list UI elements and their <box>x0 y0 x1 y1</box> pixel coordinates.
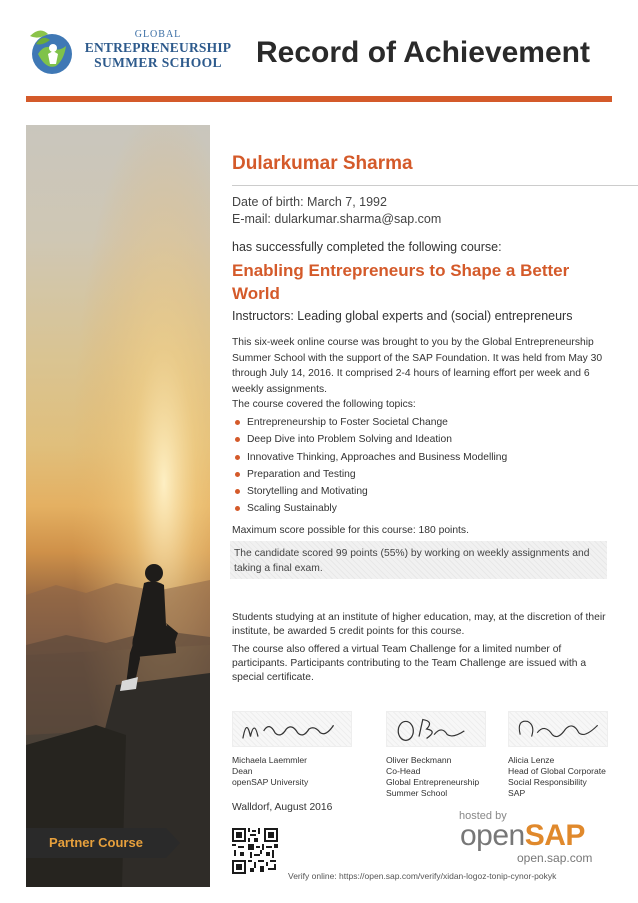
hosted-by-label: hosted by <box>459 810 507 822</box>
signatory-org: Social Responsibility <box>508 777 587 787</box>
completed-statement: has successfully completed the following course: <box>232 240 502 254</box>
bullet-icon <box>235 506 240 511</box>
signatory-name: Michaela Laemmler <box>232 755 307 765</box>
recipient-name: Dularkumar Sharma <box>232 153 413 174</box>
logo-wordmark <box>83 30 233 69</box>
topic-label: Innovative Thinking, Approaches and Business Modelling <box>247 451 508 463</box>
topic-label: Storytelling and Motivating <box>247 486 368 498</box>
credit-points-note: Students studying at an institute of higher education, may, at the discretion of their institute, be awarded 5 credit points for this course. <box>232 612 606 637</box>
team-challenge-note: The course also offered a virtual Team Challenge for a limited number of participants. Participants contributing to the Team Challenge are issued with a special certificate. <box>232 644 587 683</box>
signatory-org: openSAP University <box>232 777 309 787</box>
score-result: The candidate scored 99 points (55%) by working on weekly assignments and taking a final exam. <box>230 541 607 579</box>
signatory-role: Co-Head <box>386 766 421 776</box>
bullet-icon <box>235 455 240 460</box>
opensap-logo-open: open <box>460 819 525 852</box>
date-of-birth: Date of birth: March 7, 1992 <box>232 195 387 209</box>
logo-line-global: GLOBAL <box>134 29 182 40</box>
topic-label: Entrepreneurship to Foster Societal Change <box>247 417 448 428</box>
topic-label: Scaling Sustainably <box>247 503 337 515</box>
opensap-logo-sap: SAP <box>524 819 585 852</box>
logo-line-summer-school: SUMMER SCHOOL <box>94 54 222 70</box>
signature-lenze-icon <box>509 712 607 746</box>
signature-laemmler-icon <box>233 712 351 746</box>
bullet-icon <box>235 420 240 425</box>
signatory-role: Head of Global Corporate <box>508 766 606 776</box>
globe-leaf-icon <box>26 24 80 78</box>
signature-laemmler <box>232 711 352 747</box>
list-item <box>232 431 507 448</box>
name-divider <box>232 185 638 186</box>
school-logo <box>26 22 232 80</box>
course-description: This six-week online course was brought to you by the Global Entrepreneurship Summer School with the support of the SAP Foundation. It was held from May 30 through July 14, 2016. It comprised 2-4 hours of learning effort per week and 6 weekly assignments. <box>232 337 603 395</box>
signatory-lenze <box>508 755 606 799</box>
topic-label: Deep Dive into Problem Solving and Ideation <box>247 434 452 446</box>
silhouette-illustration <box>26 125 210 887</box>
page-title: Record of Achievement <box>256 36 590 69</box>
bullet-icon <box>235 489 240 494</box>
bullet-icon <box>235 472 240 477</box>
list-item <box>232 449 507 466</box>
list-item <box>232 466 507 483</box>
header-divider <box>26 96 612 102</box>
list-item <box>232 483 507 500</box>
signature-beckmann-icon <box>387 712 485 746</box>
signatory-role: Dean <box>232 766 253 776</box>
partner-course-badge: Partner Course <box>26 828 166 858</box>
bullet-icon <box>235 437 240 442</box>
signature-lenze <box>508 711 608 747</box>
topics-list <box>232 414 507 518</box>
verify-link[interactable]: Verify online: https://open.sap.com/verify/xidan-logoz-tonip-cynor-pokyk <box>288 871 557 881</box>
topic-label: Preparation and Testing <box>247 468 356 480</box>
recipient-email: E-mail: dularkumar.sharma@sap.com <box>232 212 442 226</box>
signatory-org: Global Entrepreneurship <box>386 777 480 787</box>
logo-line-entrepreneurship: ENTREPRENEURSHIP <box>84 40 232 55</box>
qr-code-icon[interactable] <box>232 828 278 874</box>
opensap-url[interactable]: open.sap.com <box>517 851 593 865</box>
signatory-beckmann <box>386 755 479 799</box>
signatory-name: Oliver Beckmann <box>386 755 452 765</box>
signatory-laemmler <box>232 755 308 788</box>
signatory-org: SAP <box>508 788 526 798</box>
signatory-name: Alicia Lenze <box>508 755 555 765</box>
list-item <box>232 500 507 517</box>
signatory-org: Summer School <box>386 788 448 798</box>
signature-beckmann <box>386 711 486 747</box>
list-item <box>232 414 507 431</box>
course-title: Enabling Entrepreneurs to Shape a Better World <box>232 261 570 303</box>
topics-intro: The course covered the following topics: <box>232 399 416 410</box>
place-and-date: Walldorf, August 2016 <box>232 802 333 813</box>
sunset-photo <box>26 125 210 887</box>
instructors: Instructors: Leading global experts and (social) entrepreneurs <box>232 309 573 323</box>
opensap-logo <box>460 818 585 854</box>
max-score: Maximum score possible for this course: 180 points. <box>232 525 469 536</box>
